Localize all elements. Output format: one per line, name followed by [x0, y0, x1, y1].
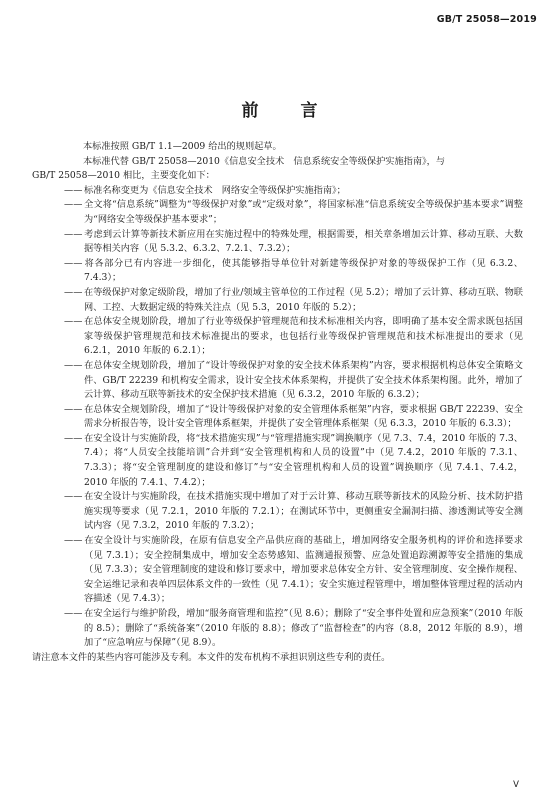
list-item: [64, 607, 523, 651]
list-item: [64, 432, 523, 490]
list-item: [64, 257, 523, 286]
dash-marker: ——: [64, 184, 83, 196]
list-item: [64, 286, 523, 315]
list-item-text: 在总体安全规划阶段，增加了行业等级保护管理规范和技术标准相关内容，即明确了基本安全需求既包括国家等级保护管理规范和技术标准提出的要求，也包括行业等级保护管理规范和技术标准提出的要求（见 6.2.1，2010 年版的 6.2.1）；: [84, 316, 523, 357]
dash-marker: ——: [64, 491, 83, 503]
dash-marker: ——: [64, 403, 83, 415]
list-item-text: 在安全设计与实施阶段，在原有信息安全产品供应商的基础上，增加网络安全服务机构的评价和选择要求（见 7.3.1）；安全控制集成中，增加安全态势感知、监测通报预警、应急处置追踪溯源等安全措施的集成（见 7.3.3）；安全管理制度的建设和修订要求中，增加要求总体安全方针、安全管理制度、安全操作规程、安全运维记录和表单四层体系文件的一致性（见 7.4.1）；安全实施过程管理中，增加整体管理过程的活动内容描述（见 7.4.3）；: [84, 535, 523, 605]
list-item: [64, 228, 523, 257]
foreword-body: [32, 140, 523, 665]
list-item: [64, 403, 523, 432]
list-item-text: 全文将“信息系统”调整为“等级保护对象”或“定级对象”，将国家标准“信息系统安全等级保护基本要求”调整为“网络安全等级保护基本要求”；: [84, 199, 523, 225]
standard-code: GB/T 25058—2019: [436, 14, 537, 25]
list-item-text: 在总体安全规划阶段，增加了“设计等级保护对象的安全技术体系架构”内容，要求根据机构总体安全策略文件、GB/T 22239 和机构安全需求，设计安全技术体系架构，并提供了安全技术体系架构图。此外，增加了云计算、移动互联等新技术的安全保护技术措施（见 6.3.2，2010 年版的 6.3.2）；: [84, 359, 523, 401]
list-item-text: 标准名称变更为《信息安全技术 网络安全等级保护实施指南》；: [84, 184, 346, 196]
list-item-text: 在安全运行与维护阶段，增加“服务商管理和监控”（见 8.6）；删除了“安全事件处置和应急预案”（2010 年版的 8.5）；删除了“系统备案”（2010 年版的 8.8）；修改了“监督检查”的内容（8.8，2012 年版的 8.9），增加了“应急响应与保障”（见 8.9）。: [84, 608, 523, 649]
list-item: [64, 359, 523, 403]
page-title: 前 言: [241, 101, 336, 121]
patent-notice: 请注意本文件的某些内容可能涉及专利。本文件的发布机构不承担识别这些专利的责任。: [32, 651, 391, 663]
intro-line-1: 本标准按照 GB/T 1.1—2009 给出的规则起草。: [83, 141, 282, 152]
list-item-text: 将各部分已有内容进一步细化，使其能够指导单位针对新建等级保护对象的等级保护工作（见 6.3.2、7.4.3）；: [84, 257, 523, 284]
intro-line-2: 本标准代替 GB/T 25058—2010《信息安全技术 信息系统安全等级保护实施指南》，与: [83, 155, 445, 167]
changes-list: [64, 184, 523, 651]
dash-marker: ——: [64, 608, 83, 619]
page-number: V: [513, 780, 519, 790]
dash-marker: ——: [64, 286, 83, 298]
list-item: [64, 315, 523, 359]
list-item-text: 在安全设计与实施阶段，将“技术措施实现”与“管理措施实现”调换顺序（见 7.3、7.4，2010 年版的 7.3、7.4）；将“人员安全技能培训”合并到“安全管理机构和人员的设置”中（见 7.4.2，2010 年版的 7.3.1、7.3.3）；将“安全管理制度的建设和修订”与“安全管理机构和人员的设置”调换顺序（见 7.4.1、7.4.2，2010 年版的 7.4.1、7.4.2）；: [84, 432, 523, 488]
dash-marker: ——: [64, 257, 83, 269]
list-item: [64, 490, 523, 534]
list-item-text: 在等级保护对象定级阶段，增加了行业/领域主管单位的工作过程（见 5.2）；增加了云计算、移动互联、物联网、工控、大数据定级的特殊关注点（见 5.3，2010 年版的 5.2）；: [84, 286, 523, 313]
list-item: [64, 534, 523, 607]
list-item-text: 在安全设计与实施阶段，在技术措施实现中增加了对于云计算、移动互联等新技术的风险分析、技术防护措施实现等要求（见 7.2.1，2010 年版的 7.2.1）；在测试环节中，更侧重安全漏洞扫描、渗透测试等安全测试内容（见 7.3.2，2010 年版的 7.3.2）；: [84, 491, 523, 532]
dash-marker: ——: [64, 316, 83, 328]
list-item: [64, 198, 523, 227]
list-item-text: 考虑到云计算等新技术新应用在实施过程中的特殊处理，根据需要，相关章条增加云计算、移动互联、大数据等相关内容（见 5.3.2、6.3.2、7.2.1、7.3.2）；: [84, 228, 523, 255]
dash-marker: ——: [64, 359, 83, 371]
dash-marker: ——: [64, 228, 83, 240]
list-item: [64, 184, 523, 199]
dash-marker: ——: [64, 432, 83, 444]
intro-line-3: GB/T 25058—2010 相比，主要变化如下：: [32, 170, 215, 182]
list-item-text: 在总体安全规划阶段，增加了“设计等级保护对象的安全管理体系框架”内容，要求根据 GB/T 22239、安全需求分析报告等，设计安全管理体系框架，并提供了安全管理体系框架（见 6.3.3，2010 年版的 6.3.3）；: [84, 403, 523, 430]
dash-marker: ——: [64, 199, 83, 211]
dash-marker: ——: [64, 535, 83, 547]
